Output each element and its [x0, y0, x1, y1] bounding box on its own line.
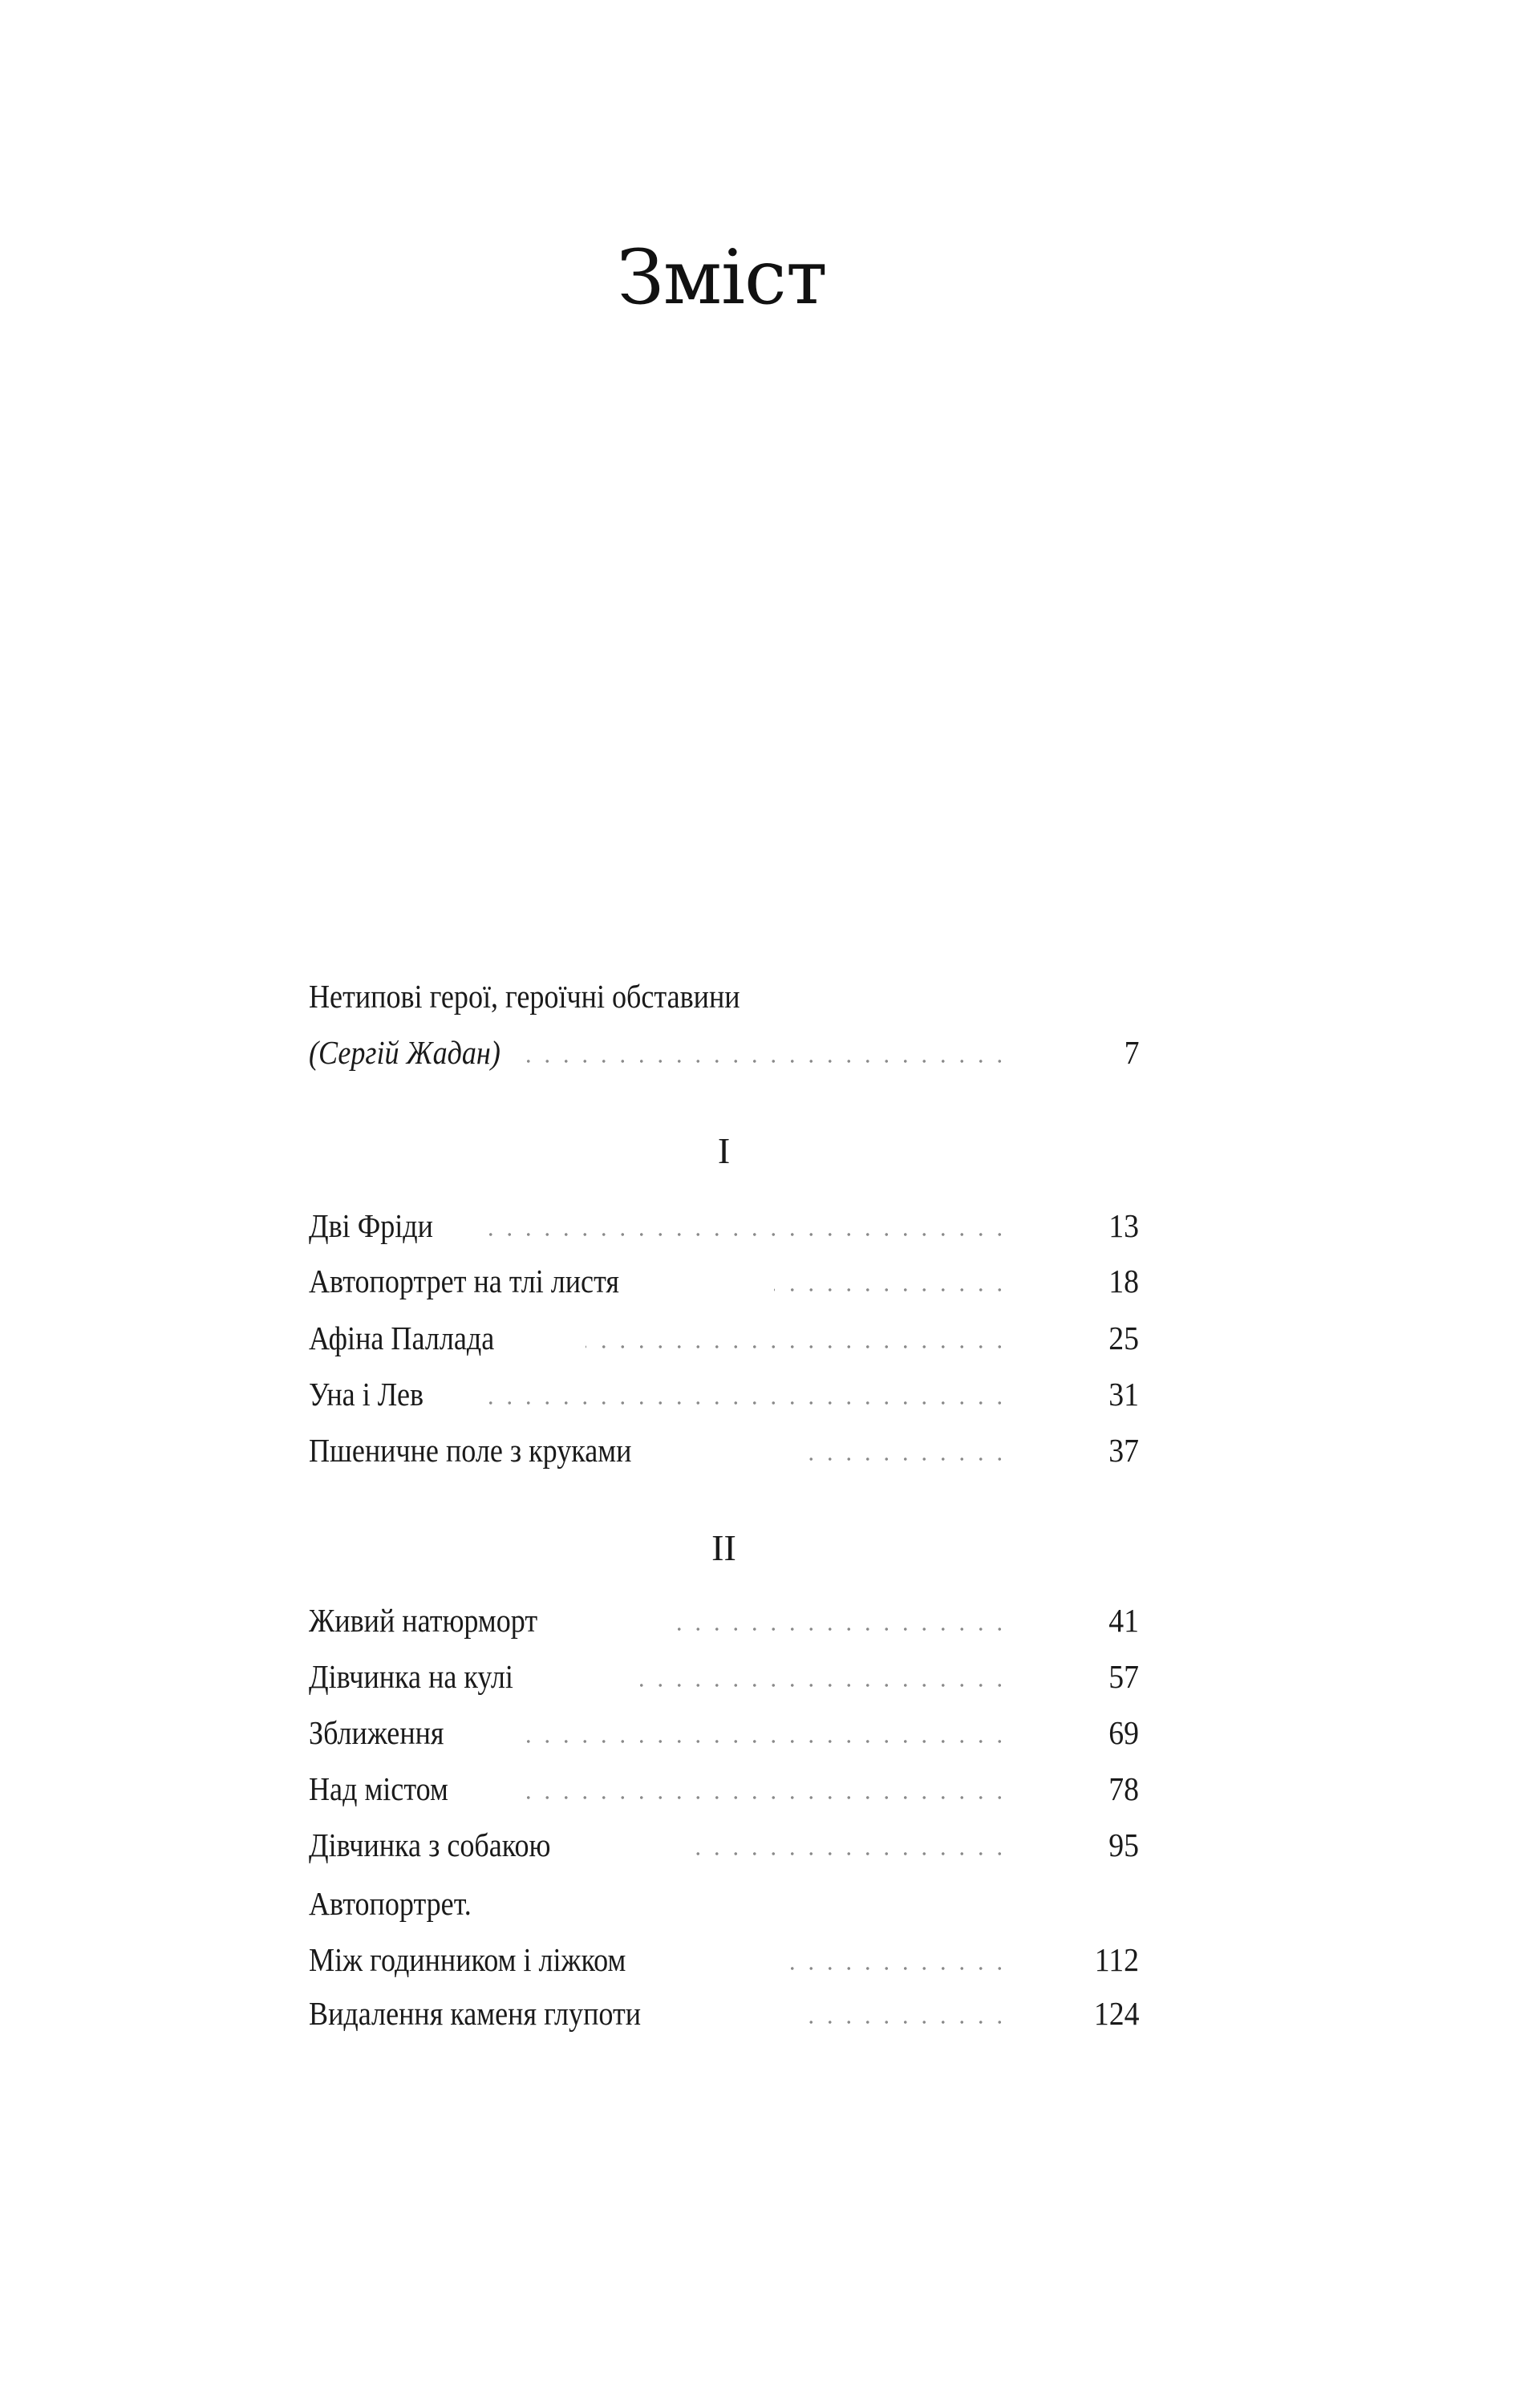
- toc-entry-title: Автопортрет на тлі листя: [309, 1263, 619, 1299]
- toc-entry-title: Афіна Паллада: [309, 1320, 495, 1356]
- dot-leader: [630, 1684, 1009, 1687]
- toc-entry[interactable]: [309, 1993, 1139, 2041]
- dot-leader: [794, 1457, 1009, 1461]
- toc-entry[interactable]: [309, 1318, 1139, 1366]
- toc-entry-title: Живий натюрморт: [309, 1602, 538, 1639]
- toc-entry-page: 18: [1108, 1263, 1139, 1299]
- toc-entry-page: 124: [1093, 1995, 1139, 2032]
- toc-entry-title: Нетипові герої, героїчні обставини: [309, 978, 740, 1015]
- toc-entry-page: 95: [1108, 1826, 1139, 1863]
- toc-entry[interactable]: [309, 1261, 1139, 1309]
- toc-entry[interactable]: [309, 1374, 1139, 1422]
- toc-entry-page: 13: [1108, 1207, 1139, 1244]
- toc-entry-intro-line1: [309, 976, 1139, 1024]
- toc-entry-page: 25: [1108, 1320, 1139, 1356]
- dot-leader: [782, 1967, 1009, 1970]
- toc-entry-title-line1: Автопортрет.: [309, 1885, 472, 1922]
- dot-leader: [525, 1796, 1009, 1799]
- toc-entry[interactable]: [309, 1430, 1139, 1478]
- toc-entry-title: Дівчинка з собакою: [309, 1826, 551, 1863]
- toc-entry-title: Дівчинка на кулі: [309, 1658, 513, 1695]
- toc-entry-page: 112: [1094, 1941, 1139, 1978]
- dot-leader: [513, 1060, 1009, 1063]
- toc-entry[interactable]: [309, 1600, 1139, 1648]
- dot-leader: [806, 2021, 1009, 2024]
- dot-leader: [662, 1628, 1009, 1631]
- toc-entry-intro[interactable]: [309, 1032, 1139, 1080]
- dot-leader: [481, 1401, 1009, 1405]
- toc-entry-title: Між годинником і ліжком: [309, 1941, 626, 1978]
- toc-entry-title: Уна і Лев: [309, 1376, 424, 1413]
- toc-entry-page: 57: [1108, 1658, 1139, 1695]
- toc-entry[interactable]: [309, 1825, 1139, 1873]
- toc-entry-page: 69: [1108, 1714, 1139, 1751]
- toc-entry-title: Видалення каменя глупоти: [309, 1995, 642, 2032]
- toc-entry[interactable]: [309, 1656, 1139, 1705]
- dot-leader: [682, 1852, 1009, 1855]
- dot-leader: [489, 1233, 1009, 1236]
- section-heading-1: I: [717, 1130, 731, 1171]
- toc-entry-title: Зближення: [309, 1714, 444, 1751]
- toc-entry-page: 41: [1108, 1602, 1139, 1639]
- toc-entry-title: Над містом: [309, 1770, 448, 1807]
- toc-entry[interactable]: [309, 1206, 1139, 1254]
- toc-entry-page: 7: [1124, 1034, 1139, 1071]
- toc-entry[interactable]: [309, 1769, 1139, 1817]
- toc-entry-title: Дві Фріди: [309, 1207, 433, 1244]
- toc-entry[interactable]: [309, 1940, 1139, 1988]
- toc-entry-page: 78: [1108, 1770, 1139, 1807]
- page-title: Зміст: [617, 234, 827, 322]
- toc-entry-page: 31: [1108, 1376, 1139, 1413]
- toc-entry-line1: [309, 1883, 1139, 1932]
- toc-entry[interactable]: [309, 1713, 1139, 1761]
- section-heading-2: II: [711, 1527, 736, 1568]
- dot-leader: [774, 1288, 1009, 1291]
- toc-entry-author: (Сергій Жадан): [309, 1034, 500, 1071]
- toc-entry-page: 37: [1108, 1432, 1139, 1469]
- dot-leader: [586, 1345, 1009, 1348]
- toc-entry-title: Пшеничне поле з круками: [309, 1432, 632, 1469]
- dot-leader: [521, 1740, 1009, 1743]
